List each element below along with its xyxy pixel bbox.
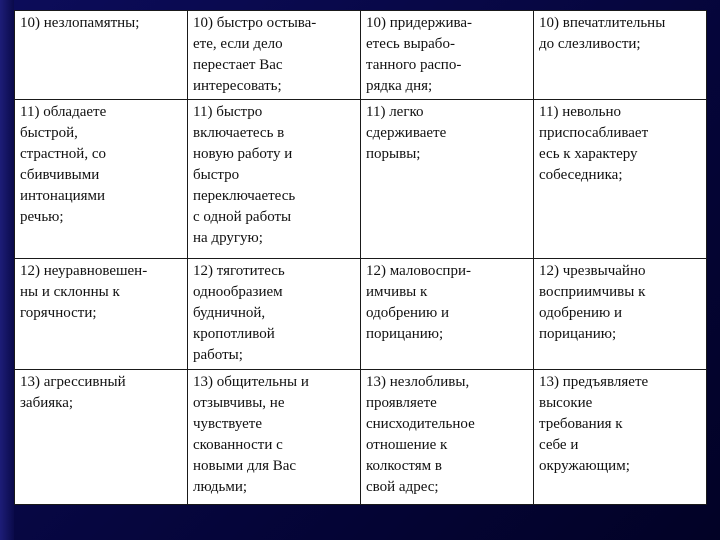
- cell-text: 12) тяготитесь однообразием будничной, кропотливой работы;: [193, 263, 285, 363]
- cell-text: 12) чрезвычайно восприимчивы к одобрению и порицанию;: [539, 263, 646, 342]
- table-cell: [534, 11, 707, 100]
- cell-text: 11) быстро включаетесь в новую работу и быстро переключаетесь с одной работы на другую;: [193, 104, 296, 246]
- table-cell: [534, 259, 707, 370]
- table-cell: [361, 370, 534, 505]
- table-cell: [15, 11, 188, 100]
- table-cell: [15, 259, 188, 370]
- table-cell: [361, 259, 534, 370]
- cell-text: 13) агрессивный забияка;: [20, 374, 126, 411]
- cell-text: 13) предъявляете высокие требования к себе и окружающим;: [539, 374, 649, 474]
- table-cell: [188, 259, 361, 370]
- table-cell: [361, 11, 534, 100]
- table-cell: [15, 100, 188, 259]
- table-cell: [534, 370, 707, 505]
- table-row: [15, 370, 707, 505]
- cell-text: 10) придержива- етесь вырабо- танного распо- рядка дня;: [366, 15, 473, 94]
- cell-text: 12) неуравновешен- ны и склонны к горячности;: [20, 263, 148, 321]
- cell-text: 11) невольно приспосабливает есь к характеру собеседника;: [539, 104, 649, 183]
- table-cell: [15, 370, 188, 505]
- table-cell: [534, 100, 707, 259]
- table-cell: [361, 100, 534, 259]
- temperament-questionnaire-table: [14, 10, 707, 505]
- table-row: [15, 11, 707, 100]
- cell-text: 13) общительны и отзывчивы, не чувствуете скованности с новыми для Вас людьми;: [193, 374, 309, 495]
- cell-text: 12) маловоспри- имчивы к одобрению и порицанию;: [366, 263, 471, 342]
- table-cell: [188, 100, 361, 259]
- table-cell: [188, 370, 361, 505]
- left-accent-stripe: [0, 0, 14, 540]
- cell-text: 11) обладаете быстрой, страстной, со сбивчивыми интонациями речью;: [20, 104, 107, 225]
- cell-text: 11) легко сдерживаете порывы;: [366, 104, 447, 162]
- cell-text: 10) незлопамятны;: [20, 15, 140, 31]
- table-row: [15, 259, 707, 370]
- table-row: [15, 100, 707, 259]
- table-cell: [188, 11, 361, 100]
- cell-text: 10) впечатлительны до слезливости;: [539, 15, 666, 52]
- cell-text: 13) незлобливы, проявляете снисходительное отношение к колкостям в свой адрес;: [366, 374, 475, 495]
- cell-text: 10) быстро остыва- ете, если дело перестает Вас интересовать;: [193, 15, 317, 94]
